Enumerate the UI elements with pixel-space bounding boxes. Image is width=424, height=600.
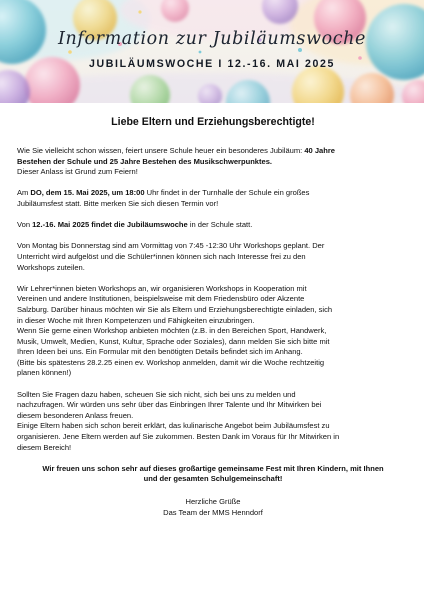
text-line: und der gesamten Schulgemeinschaft! (143, 474, 283, 484)
bold-text: 40 Jahre (304, 146, 335, 155)
text-line: Salzburg. Darüber hinaus möchten wir Sie als Eltern und Erziehungsberechtigte einladen, sich (17, 304, 333, 314)
greeting-line: Herzliche Grüße (185, 497, 241, 506)
letter-salutation: Liebe Eltern und Erziehungsberechtigte! (111, 116, 315, 128)
paragraph-anniversary (17, 146, 409, 178)
text-line (17, 220, 409, 231)
text-line: Musik, Umwelt, Medien, Kunst, Kultur, Sprache oder Soziales), dann melden Sie sich bitte mit (17, 336, 330, 346)
bold-text: DO, dem 15. Mai 2025, um 18:00 (30, 188, 145, 198)
text-line: nachzufragen. Wir würden uns sehr über das Einbringen Ihrer Talente und Ihr Mitwirken bei (17, 400, 322, 410)
bold-text: 12.-16. Mai 2025 findet die Jubiläumswoche (32, 220, 188, 230)
text-line: Von Montag bis Donnerstag sind am Vormittag von 7:45 -12:30 Uhr Workshops geplant. Der (17, 241, 325, 251)
text-line: diesem besonderen Anlass freuen. (17, 410, 134, 420)
letter-body (17, 116, 409, 518)
banner-subtitle: JUBILÄUMSWOCHE I 12.-16. MAI 2025 (89, 58, 335, 70)
text-line (17, 146, 409, 157)
text-line: Jubiläumsfest statt. Bitte merken Sie sich diesen Termin vor! (17, 198, 219, 208)
text-span: Am (17, 188, 31, 198)
text-span: Von (17, 220, 33, 230)
paragraph-workshops (17, 241, 409, 273)
header-banner (0, 0, 424, 103)
text-line: Sollten Sie Fragen dazu haben, scheuen Sie sich nicht, sich bei uns zu melden und (17, 389, 296, 399)
text-line: in dieser Woche mit Ihren Kompetenzen und Fähigkeiten einzubringen. (17, 315, 255, 325)
signature-line: Das Team der MMS Henndorf (163, 507, 263, 517)
paragraph-invitation (17, 284, 409, 379)
closing-statement (17, 464, 409, 485)
text-line (17, 188, 409, 199)
text-line: diesem Bereich! (17, 442, 72, 452)
text-line: Unterricht wird aufgelöst und die Schüler*innen können sich nach Interesse frei zu den (17, 251, 306, 261)
bold-text-line (17, 157, 409, 168)
text-line: Wenn Sie gerne einen Workshop anbieten möchten (z.B. in den Bereichen Sport, Handwerk, (17, 326, 327, 336)
balloon-background-graphic (0, 0, 424, 103)
text-span: in der Schule statt. (187, 220, 253, 230)
text-span: Uhr findet in der Turnhalle der Schule ein großes (144, 188, 310, 198)
text-line: Wir Lehrer*innen bieten Workshops an, wir organisieren Workshops in Kooperation mit (17, 283, 307, 293)
text-line: (Bitte bis spätestens 28.2.25 einen ev. Workshop anmelden, damit wir die Woche rechtzeitig (17, 357, 325, 367)
bold-text: Bestehen der Schule und 25 Jahre Bestehen des Musikschwerpunktes. (17, 156, 273, 166)
text-line: Einige Eltern haben sich schon bereit erklärt, das kulinarische Angebot beim Jubiläumsfest zu (17, 421, 330, 431)
text-line: organisieren. Jene Eltern werden auf Sie zukommen. Besten Dank im Voraus für Ihr Mitwirken in (17, 432, 340, 442)
text-line: Dieser Anlass ist Grund zum Feiern! (17, 167, 138, 177)
text-line: Vereinen und andere Institutionen, beispielsweise mit dem Friedensbüro oder Akzente (17, 294, 305, 304)
paragraph-jubilee-week (17, 220, 409, 231)
paragraph-questions (17, 390, 409, 454)
text-line: Ihren Ideen bei uns. Ein Formular mit den benötigten Details befindet sich im Anhang. (17, 347, 303, 357)
paragraph-festival-date (17, 188, 409, 209)
text-line: planen können!) (17, 368, 72, 378)
banner-title: Information zur Jubiläumswoche (58, 29, 366, 49)
text-line: Workshops zuteilen. (17, 262, 85, 272)
signature-block (17, 497, 409, 518)
text-line: Wir freuen uns schon sehr auf dieses großartige gemeinsame Fest mit Ihren Kindern, mit Ihnen (42, 463, 384, 473)
text-span: Wie Sie vielleicht schon wissen, feiert unsere Schule heuer ein besonderes Jubiläum: (17, 146, 305, 155)
